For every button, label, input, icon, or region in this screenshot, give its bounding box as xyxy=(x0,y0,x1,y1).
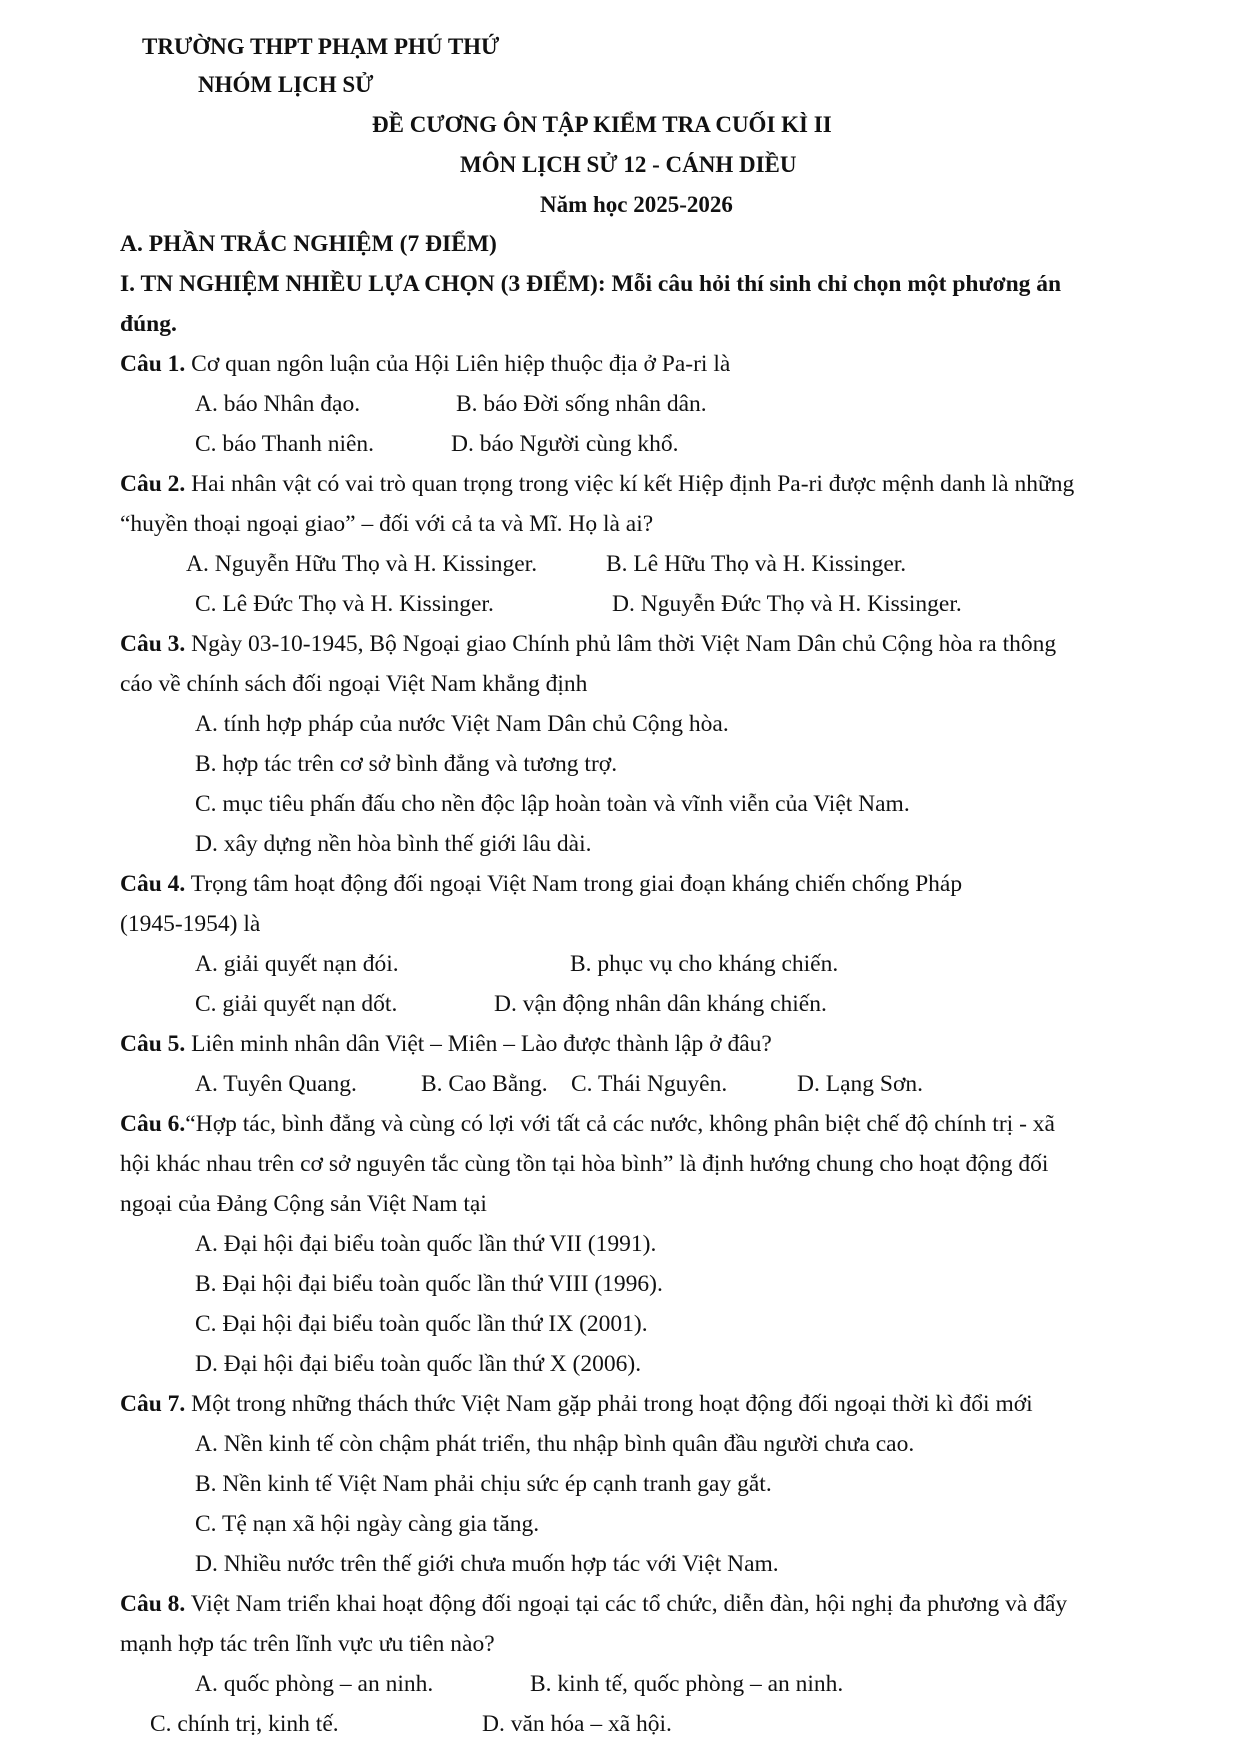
option-a: A. Đại hội đại biểu toàn quốc lần thứ VII (1991). xyxy=(195,1231,657,1257)
question-text: “Hợp tác, bình đẳng và cùng có lợi với tất cả các nước, không phân biệt chế độ chính trị - xã xyxy=(185,1111,1055,1137)
school-year: Năm học 2025-2026 xyxy=(540,192,733,217)
option-b: B. Đại hội đại biểu toàn quốc lần thứ VIII (1996). xyxy=(195,1271,663,1297)
question-label: Câu 5. xyxy=(120,1031,186,1057)
option-c: C. Lê Đức Thọ và H. Kissinger. xyxy=(195,591,494,617)
option-a: A. Nền kinh tế còn chậm phát triển, thu nhập bình quân đầu người chưa cao. xyxy=(195,1431,915,1457)
question-5 xyxy=(120,1029,772,1059)
option-b: B. phục vụ cho kháng chiến. xyxy=(570,951,839,977)
option-d: D. xây dựng nền hòa bình thế giới lâu dài. xyxy=(195,831,592,857)
subject-title: MÔN LỊCH SỬ 12 - CÁNH DIỀU xyxy=(460,152,797,177)
document-title: ĐỀ CƯƠNG ÔN TẬP KIỂM TRA CUỐI KÌ II xyxy=(372,112,832,137)
question-text: Hai nhân vật có vai trò quan trọng trong việc kí kết Hiệp định Pa-ri được mệnh danh là những xyxy=(185,471,1075,497)
option-d: D. Đại hội đại biểu toàn quốc lần thứ X (2006). xyxy=(195,1351,642,1377)
option-a: A. tính hợp pháp của nước Việt Nam Dân chủ Cộng hòa. xyxy=(195,711,729,737)
question-label: Câu 8. xyxy=(120,1591,186,1617)
question-7 xyxy=(120,1389,1033,1419)
option-a: A. báo Nhân đạo. xyxy=(195,391,361,417)
option-d: D. vận động nhân dân kháng chiến. xyxy=(494,991,827,1017)
section-i-heading-cont: đúng. xyxy=(120,311,177,337)
option-d: D. Lạng Sơn. xyxy=(797,1071,924,1097)
question-label: Câu 4. xyxy=(120,871,186,897)
question-label: Câu 3. xyxy=(120,631,186,657)
option-c: C. mục tiêu phấn đấu cho nền độc lập hoàn toàn và vĩnh viễn của Việt Nam. xyxy=(195,791,910,817)
option-a: A. giải quyết nạn đói. xyxy=(195,951,399,977)
question-text-cont: cáo về chính sách đối ngoại Việt Nam khẳng định xyxy=(120,671,588,697)
option-d: D. văn hóa – xã hội. xyxy=(482,1711,672,1737)
option-c: C. chính trị, kinh tế. xyxy=(150,1711,339,1737)
question-text: Việt Nam triển khai hoạt động đối ngoại tại các tổ chức, diễn đàn, hội nghị đa phương và đẩy xyxy=(185,1591,1068,1617)
option-a: A. quốc phòng – an ninh. xyxy=(195,1671,434,1697)
section-i-heading: I. TN NGHIỆM NHIỀU LỰA CHỌN (3 ĐIỂM): Mỗi câu hỏi thí sinh chỉ chọn một phương án xyxy=(120,271,1062,297)
question-text-cont: (1945-1954) là xyxy=(120,911,261,937)
question-text: Cơ quan ngôn luận của Hội Liên hiệp thuộc địa ở Pa-ri là xyxy=(185,351,731,377)
question-text: Một trong những thách thức Việt Nam gặp phải trong hoạt động đối ngoại thời kì đổi mới xyxy=(185,1391,1033,1417)
option-c: C. Đại hội đại biểu toàn quốc lần thứ IX (2001). xyxy=(195,1311,648,1337)
option-b: B. báo Đời sống nhân dân. xyxy=(456,391,707,417)
question-text-cont: hội khác nhau trên cơ sở nguyên tắc cùng tồn tại hòa bình” là định hướng chung cho hoạt động đối xyxy=(120,1151,1049,1177)
option-c: C. báo Thanh niên. xyxy=(195,431,375,457)
question-text: Ngày 03-10-1945, Bộ Ngoại giao Chính phủ lâm thời Việt Nam Dân chủ Cộng hòa ra thông xyxy=(185,631,1057,657)
option-c: C. Thái Nguyên. xyxy=(571,1071,728,1097)
question-3 xyxy=(120,629,1056,659)
question-text-cont: mạnh hợp tác trên lĩnh vực ưu tiên nào? xyxy=(120,1631,495,1657)
option-b: B. kinh tế, quốc phòng – an ninh. xyxy=(530,1671,844,1697)
question-label: Câu 1. xyxy=(120,351,186,377)
option-b: B. Cao Bằng. xyxy=(421,1071,548,1097)
option-d: D. Nguyễn Đức Thọ và H. Kissinger. xyxy=(612,591,962,617)
question-text-cont: “huyền thoại ngoại giao” – đối với cả ta và Mĩ. Họ là ai? xyxy=(120,511,654,537)
question-6 xyxy=(120,1109,1055,1139)
option-a: A. Tuyên Quang. xyxy=(195,1071,357,1097)
question-2 xyxy=(120,469,1074,499)
option-b: B. Nền kinh tế Việt Nam phải chịu sức ép cạnh tranh gay gắt. xyxy=(195,1471,772,1497)
question-1 xyxy=(120,349,730,379)
option-b: B. hợp tác trên cơ sở bình đẳng và tương trợ. xyxy=(195,751,618,777)
section-a-heading: A. PHẦN TRẮC NGHIỆM (7 ĐIỂM) xyxy=(120,231,497,257)
question-label: Câu 7. xyxy=(120,1391,186,1417)
option-d: D. Nhiều nước trên thế giới chưa muốn hợp tác với Việt Nam. xyxy=(195,1551,779,1577)
question-label: Câu 6. xyxy=(120,1111,186,1137)
option-c: C. Tệ nạn xã hội ngày càng gia tăng. xyxy=(195,1511,540,1537)
option-c: C. giải quyết nạn dốt. xyxy=(195,991,398,1017)
question-4 xyxy=(120,869,962,899)
question-text: Trọng tâm hoạt động đối ngoại Việt Nam trong giai đoạn kháng chiến chống Pháp xyxy=(185,871,963,897)
question-label: Câu 2. xyxy=(120,471,186,497)
question-8 xyxy=(120,1589,1067,1619)
school-name: TRƯỜNG THPT PHẠM PHÚ THỨ xyxy=(142,34,500,59)
question-text-cont: ngoại của Đảng Cộng sản Việt Nam tại xyxy=(120,1191,487,1217)
option-d: D. báo Người cùng khổ. xyxy=(451,431,679,457)
group-name: NHÓM LỊCH SỬ xyxy=(198,72,374,97)
option-a: A. Nguyễn Hữu Thọ và H. Kissinger. xyxy=(186,551,538,577)
question-text: Liên minh nhân dân Việt – Miên – Lào được thành lập ở đâu? xyxy=(185,1031,772,1057)
option-b: B. Lê Hữu Thọ và H. Kissinger. xyxy=(606,551,907,577)
